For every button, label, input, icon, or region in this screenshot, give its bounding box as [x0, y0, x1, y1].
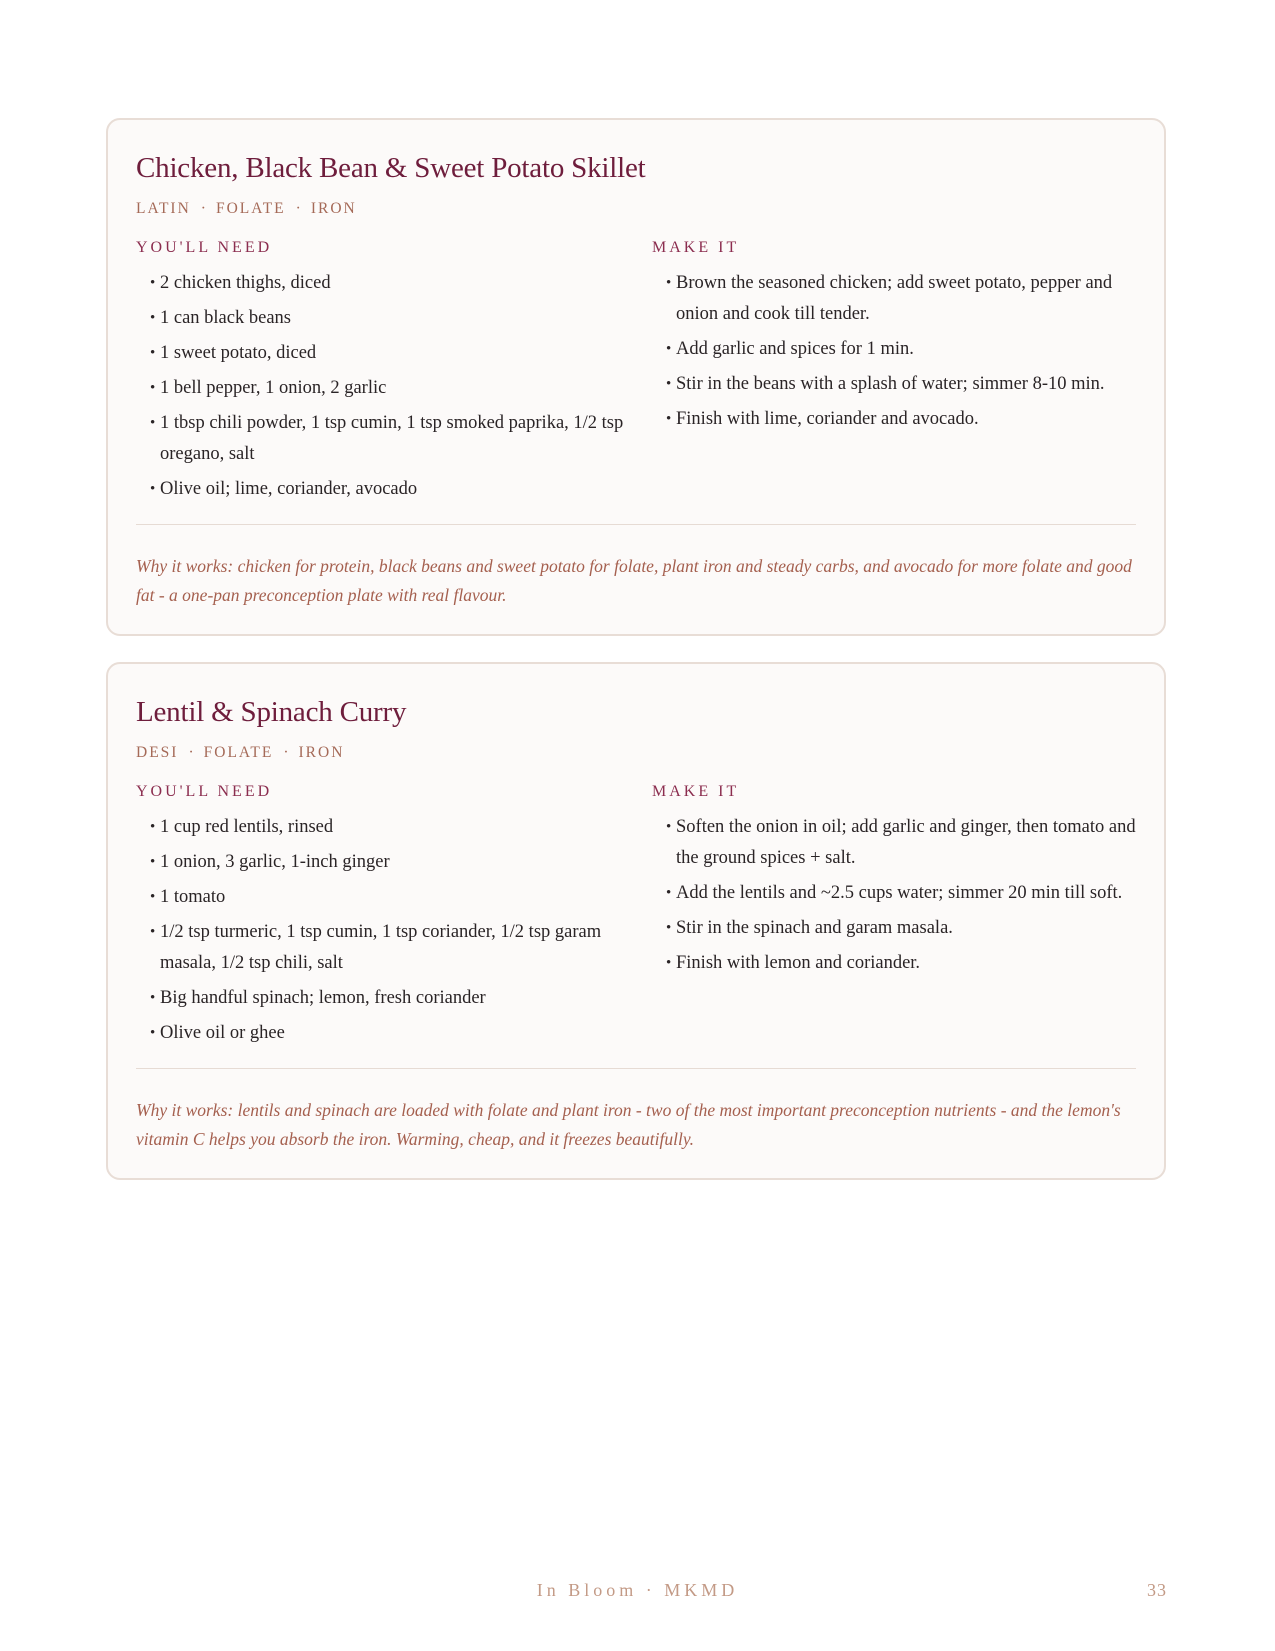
method-heading: MAKE IT	[652, 239, 740, 256]
method-step: • Brown the seasoned chicken; add sweet potato, pepper and onion and cook till tender.	[666, 268, 1136, 330]
ingredient-item: • 1 can black beans	[150, 303, 652, 334]
ingredient-item: • Olive oil or ghee	[150, 1018, 652, 1049]
method-column	[652, 782, 1136, 1053]
footer-brand: In Bloom · MKMD	[536, 1580, 739, 1600]
tag: LATIN	[136, 200, 191, 217]
tag: FOLATE	[203, 744, 274, 761]
method-step: • Finish with lime, coriander and avocado.	[666, 404, 1136, 435]
ingredient-item: • 1 tbsp chili powder, 1 tsp cumin, 1 tsp smoked paprika, 1/2 tsp oregano, salt	[150, 408, 652, 470]
tag-separator: ·	[283, 744, 289, 761]
method-step: • Add the lentils and ~2.5 cups water; simmer 20 min till soft.	[666, 878, 1136, 909]
ingredients-heading: YOU'LL NEED	[136, 239, 273, 256]
ingredient-item: • 1 sweet potato, diced	[150, 338, 652, 369]
ingredients-heading: YOU'LL NEED	[136, 783, 273, 800]
ingredient-item: • Olive oil; lime, coriander, avocado	[150, 474, 652, 505]
why-it-works-note: Why it works: lentils and spinach are loaded with folate and plant iron - two of the most important preconception nutrients - and the lemon's vitamin C helps you absorb the iron. Warming, cheap, and it freezes beautifully.	[136, 1099, 1121, 1149]
ingredient-item: • 2 chicken thighs, diced	[150, 268, 652, 299]
ingredients-column	[136, 782, 652, 1053]
method-step: • Stir in the beans with a splash of water; simmer 8-10 min.	[666, 369, 1136, 400]
method-list	[652, 812, 1136, 979]
ingredient-item: • 1 tomato	[150, 882, 652, 913]
ingredient-item: • 1 onion, 3 garlic, 1-inch ginger	[150, 847, 652, 878]
ingredients-column	[136, 238, 652, 509]
ingredient-item: • Big handful spinach; lemon, fresh coriander	[150, 983, 652, 1014]
recipe-tags	[136, 743, 1136, 763]
recipe-columns	[136, 782, 1136, 1053]
ingredients-list	[136, 812, 652, 1049]
recipe-card	[106, 118, 1166, 636]
ingredient-item: • 1 bell pepper, 1 onion, 2 garlic	[150, 373, 652, 404]
tag: DESI	[136, 744, 179, 761]
divider	[136, 524, 1136, 525]
recipe-card	[106, 662, 1166, 1180]
method-step: • Soften the onion in oil; add garlic and ginger, then tomato and the ground spices + salt.	[666, 812, 1136, 874]
page-number: 33	[1147, 1580, 1167, 1600]
tag: IRON	[298, 744, 345, 761]
method-step: • Finish with lemon and coriander.	[666, 948, 1136, 979]
method-heading: MAKE IT	[652, 783, 740, 800]
tag: FOLATE	[215, 200, 286, 217]
recipe-title: Chicken, Black Bean & Sweet Potato Skillet	[136, 152, 646, 184]
method-step: • Add garlic and spices for 1 min.	[666, 334, 1136, 365]
tag: IRON	[310, 200, 357, 217]
tag-separator: ·	[200, 200, 206, 217]
tag-separator: ·	[188, 744, 194, 761]
why-it-works-note: Why it works: chicken for protein, black beans and sweet potato for folate, plant iron and steady carbs, and avocado for more folate and good fat - a one-pan preconception plate with real flavour.	[136, 555, 1132, 605]
recipe-title: Lentil & Spinach Curry	[136, 696, 407, 728]
ingredient-item: • 1 cup red lentils, rinsed	[150, 812, 652, 843]
ingredients-list	[136, 268, 652, 505]
ingredient-item: • 1/2 tsp turmeric, 1 tsp cumin, 1 tsp coriander, 1/2 tsp garam masala, 1/2 tsp chili, salt	[150, 917, 652, 979]
tag-separator: ·	[295, 200, 301, 217]
recipe-columns	[136, 238, 1136, 509]
method-list	[652, 268, 1136, 435]
divider	[136, 1068, 1136, 1069]
method-step: • Stir in the spinach and garam masala.	[666, 913, 1136, 944]
recipe-tags	[136, 199, 1136, 219]
method-column	[652, 238, 1136, 509]
